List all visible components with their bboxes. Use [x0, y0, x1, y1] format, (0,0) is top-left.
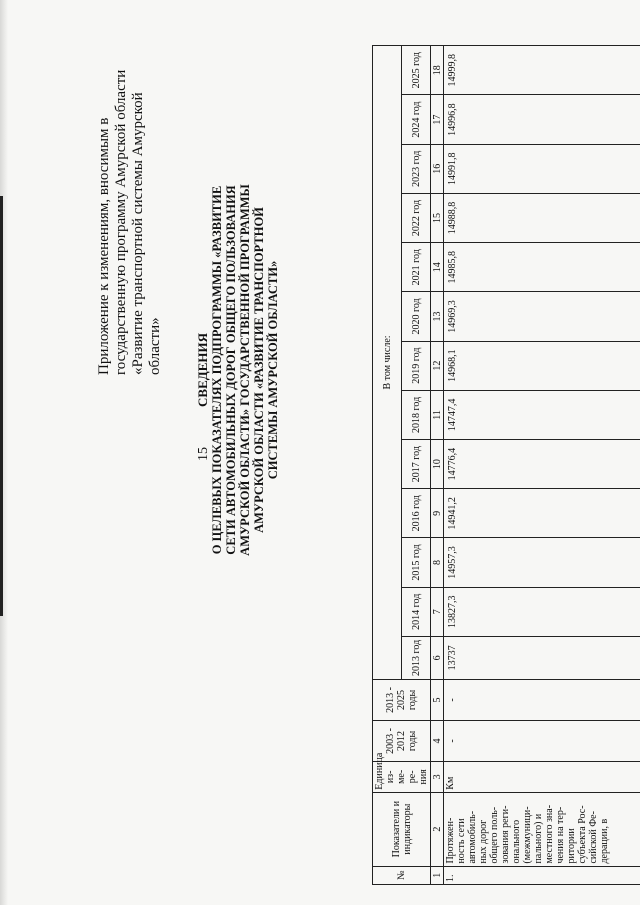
column-number: 4: [431, 720, 444, 761]
row-value-2017: 14776,4: [444, 440, 640, 489]
header-year: 2024 год: [402, 95, 431, 144]
row-value-2019: 14968,1: [444, 341, 640, 390]
row-value-2016: 14941,2: [444, 489, 640, 538]
column-number: 17: [431, 95, 444, 144]
row-value-2024: 14996,8: [444, 95, 640, 144]
page-number: 15: [196, 447, 211, 461]
column-number: 5: [431, 679, 444, 720]
header-row-1: [373, 46, 402, 885]
row-value-2018: 14747,4: [444, 390, 640, 439]
column-number: 8: [431, 538, 444, 587]
header-year: 2021 год: [402, 243, 431, 292]
header-no: №: [373, 866, 431, 884]
header-year: 2015 год: [402, 538, 431, 587]
column-number: 9: [431, 489, 444, 538]
row-value-2014: 13827,3: [444, 587, 640, 636]
column-number: 18: [431, 46, 444, 95]
title-text: О ЦЕЛЕВЫХ ПОКАЗАТЕЛЯХ ПОДПРОГРАММЫ «РАЗВИТИЕ СЕТИ АВТОМОБИЛЬНЫХ ДОРОГ ОБЩЕГО ПОЛЬЗОВАНИЯ АМУРСКОЙ ОБЛАСТИ» ГОСУДАРСТВЕННОЙ ПРОГРАММЫ АМУРСКОЙ ОБЛАСТИ «РАЗВИТИЕ ТРАНСПОРТНОЙ СИСТЕМЫ АМУРСКОЙ ОБЛАСТИ»: [210, 184, 280, 556]
column-number: 2: [431, 792, 444, 866]
header-year: 2020 год: [402, 292, 431, 341]
row-value-2022: 14988,8: [444, 193, 640, 242]
header-indicators: Показатели и индикаторы: [373, 792, 431, 866]
column-number: 11: [431, 390, 444, 439]
row-unit: Км: [444, 761, 640, 792]
header-year: 2025 год: [402, 46, 431, 95]
document-title: [196, 175, 280, 565]
header-2003-2012: 2003 - 2012 годы: [373, 720, 431, 761]
row-indicator: Протяжен-ность сети автомобиль-ных дорог общего поль-зования реги-онального (межмуници-пального) и местного зна-чения на тер-ритории субъекта Рос-сийской Фе-дерации, в: [444, 792, 640, 866]
header-year: 2014 год: [402, 587, 431, 636]
row-value-2023: 14991,8: [444, 144, 640, 193]
column-number: 1: [431, 866, 444, 884]
row-value-2025: 14999,8: [444, 46, 640, 95]
column-numbers-row: [431, 46, 444, 885]
indicators-table: [372, 45, 640, 885]
title-heading: СВЕДЕНИЯ: [195, 333, 210, 407]
row-value-2015: 14957,3: [444, 538, 640, 587]
header-year: 2013 год: [402, 636, 431, 679]
column-number: 10: [431, 440, 444, 489]
header-year: 2017 год: [402, 440, 431, 489]
header-unit: Единица из-ме-ре-ния: [373, 761, 431, 792]
header-year: 2023 год: [402, 144, 431, 193]
row-value-2021: 14985,8: [444, 243, 640, 292]
header-including: В том числе:: [373, 46, 402, 680]
column-number: 14: [431, 243, 444, 292]
header-year: 2019 год: [402, 341, 431, 390]
header-year: 2022 год: [402, 193, 431, 242]
row-value-2020: 14969,3: [444, 292, 640, 341]
row-2003-2012: -: [444, 720, 640, 761]
column-number: 13: [431, 292, 444, 341]
column-number: 16: [431, 144, 444, 193]
row-2013-2025: -: [444, 679, 640, 720]
row-value-2013: 13737: [444, 636, 640, 679]
header-2013-2025: 2013 - 2025 годы: [373, 679, 431, 720]
column-number: 7: [431, 587, 444, 636]
header-year: 2016 год: [402, 489, 431, 538]
header-year: 2018 год: [402, 390, 431, 439]
column-number: 6: [431, 636, 444, 679]
column-number: 15: [431, 193, 444, 242]
row-number: 1.: [444, 866, 640, 884]
appendix-note: Приложение к изменениям, вносимым в государственную программу Амурской области «Развитие транспортной системы Амурской области»: [96, 69, 163, 375]
column-number: 12: [431, 341, 444, 390]
column-number: 3: [431, 761, 444, 792]
table-row: [444, 46, 640, 885]
